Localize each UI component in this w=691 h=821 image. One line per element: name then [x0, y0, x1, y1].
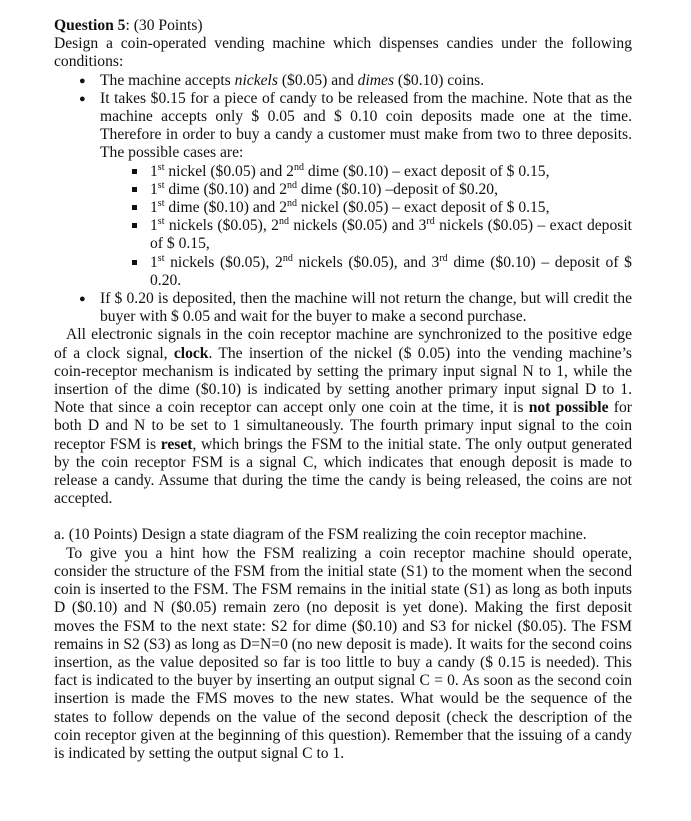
case-item: 1st nickel ($0.05) and 2nd dime ($0.10) – exact deposit of $ 0.15, [100, 163, 632, 181]
cases-list [100, 163, 632, 290]
document-page [54, 17, 632, 763]
part-a-body: To give you a hint how the FSM realizing a coin receptor machine should operate, consider the structure of the FSM from the initial state (S1) to the moment when the second coin is inserted to the FSM. The FSM remains in the initial state (S1) as long as both inputs D ($0.10) and N ($0.05) remain zero (no deposit is yet done). Making the first deposit moves the FSM to the next state: S2 for dime ($0.10) and S3 for nickel ($0.05). The FSM remains in S2 (S3) as long as D=N=0 (no new deposit is made). It waits for the second coins insertion, as the value deposited so far is too little to buy a candy ($ 0.15 is needed). This fact is indicated to the buyer by inserting an output signal C = 0. As soon as the second coin insertion is made the FMS moves to the new states. What would be the sequence of the states to follow depends on the value of the second deposit (check the description of the coin receptor given at the beginning of this question). Remember that the issuing of a candy is indicated by setting the output signal C to 1. [54, 544, 632, 762]
case-item: 1st nickels ($0.05), 2nd nickels ($0.05), and 3rd dime ($0.10) – deposit of $ 0.20. [100, 254, 632, 290]
question-label: Question 5 [54, 17, 126, 34]
nickels-term: nickels [234, 71, 278, 89]
part-a-title: a. (10 Points) Design a state diagram of the FSM realizing the coin receptor machine. [54, 526, 587, 544]
question-points: : (30 Points) [125, 17, 203, 34]
conditions-list [54, 72, 632, 327]
clock-term: clock [173, 344, 209, 362]
question-heading [54, 17, 632, 35]
case-item: 1st dime ($0.10) and 2nd dime ($0.10) –deposit of $0.20, [100, 181, 632, 199]
condition-change: ● If $ 0.20 is deposited, then the machine will not return the change, but will credit the buyer with $ 0.05 and wait for the buyer to make a second purchase. [54, 290, 632, 326]
condition-price: ● It takes $0.15 for a piece of candy to be released from the machine. Note that as the machine accepts only $ 0.05 and $ 0.10 coin deposits made one at the time. Therefore in order to buy a candy a customer must make from two to three deposits. The possible cases are: 1st nickel ($0.05) and 2nd dime ($0.10) – exact deposit of $ 0.15, 1st dime ($0.10) and 2nd dime ($0.10) –deposit of $0.20, 1st dime ($0.10) and 2nd nickel ($0.05) – exact deposit of $ 0.15, 1st nickels ($0.05), 2nd nickels ($0.05) and 3rd nickels ($0.05) – exact deposit of $ 0.15, 1st nickels ($0.05), 2nd nickels ($0.05), and 3rd dime ($0.10) – deposit of $ 0.20. [54, 90, 632, 290]
case-item: 1st nickels ($0.05), 2nd nickels ($0.05) and 3rd nickels ($0.05) – exact deposit of $ 0.15, [100, 217, 632, 253]
condition-coins: ● The machine accepts nickels ($0.05) and dimes ($0.10) coins. [54, 72, 632, 90]
dimes-term: dimes [357, 71, 395, 89]
not-possible-term: not possible [528, 399, 609, 417]
reset-term: reset [160, 435, 193, 453]
signals-paragraph: All electronic signals in the coin receptor machine are synchronized to the positive edge of a clock signal, clock. The insertion of the nickel ($ 0.05) into the vending machine’s coin-receptor mechanism is indicated by setting the primary input signal N to 1, while the insertion of the dime ($0.10) is indicated by setting another primary input signal D to 1. Note that since a coin receptor can accept only one coin at the time, it is not possible for both D and N to be set to 1 simultaneously. The fourth primary input signal to the coin receptor FSM is reset, which brings the FSM to the initial state. The only output generated by the coin receptor FSM is a signal C, which indicates that enough deposit is made to release a candy. Assume that during the time the candy is being released, the coins are not accepted. [54, 326, 632, 508]
question-intro: Design a coin-operated vending machine which dispenses candies under the following conditions: [54, 35, 632, 71]
case-item: 1st dime ($0.10) and 2nd nickel ($0.05) – exact deposit of $ 0.15, [100, 199, 632, 217]
